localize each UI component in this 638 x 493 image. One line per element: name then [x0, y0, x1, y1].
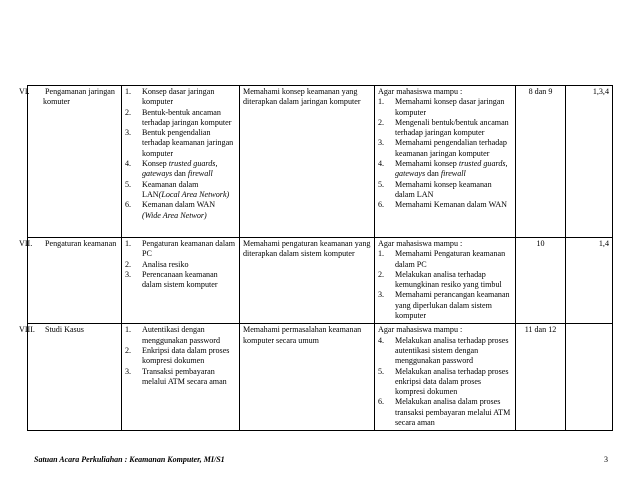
list-item: 1. Memahami konsep dasar jaringan komputer: [378, 97, 505, 117]
list-item: 3. Transaksi pembayaran melalui ATM secara aman: [125, 366, 227, 386]
pertemuan-cell: 11 dan 12: [516, 324, 566, 431]
referensi-cell: 1,4: [566, 238, 613, 324]
kompetensi-cell: [375, 238, 516, 324]
kompetensi-intro: Agar mahasiswa mampu :: [378, 325, 463, 335]
materi-cell: [122, 324, 240, 431]
topic-title: VII. Pengaturan keamanan: [19, 239, 117, 248]
list-item: 3. Memahami pengendalian terhadap keamanan jaringan komputer: [378, 138, 507, 158]
table-row: [28, 324, 613, 431]
list-item: 6. Melakukan analisa dalam proses transaksi pembayaran melalui ATM secara aman: [378, 397, 511, 428]
pertemuan-cell: 10: [516, 238, 566, 324]
list-item: 1. Memahami Pengaturan keamanan dalam PC: [378, 249, 506, 269]
pertemuan-cell: 8 dan 9: [516, 86, 566, 238]
list-item: 3. Bentuk pengendalian terhadap keamanan jaringan komputer: [125, 128, 234, 158]
list-item: 3. Memahami perancangan keamanan yang diperlukan dalam sistem komputer: [378, 290, 510, 321]
list-item: 4. Konsep trusted guards, gateways dan firewall: [125, 159, 218, 179]
table-row: [28, 86, 613, 238]
page-number: 3: [604, 455, 608, 464]
footer-course-title: Satuan Acara Perkuliahan : Keamanan Komputer, MI/S1: [34, 455, 225, 464]
topic-title: VI. Pengamanan jaringan komuter: [19, 87, 115, 107]
materi-cell: [122, 238, 240, 324]
sap-table: [19, 85, 613, 431]
referensi-cell: [566, 324, 613, 431]
kompetensi-cell: [375, 86, 516, 238]
topic-cell: [19, 238, 122, 324]
list-item: 5. Melakukan analisa terhadap proses enkripsi data dalam proses kompresi dokumen: [378, 366, 509, 397]
tujuan-cell: Memahami konsep keamanan yang diterapkan dalam jaringan komputer: [240, 86, 375, 238]
list-item: 2. Melakukan analisa terhadap kemungkinan resiko yang timbul: [378, 269, 502, 290]
list-item: 6. Kemanan dalam WAN (Wide Area Networ): [125, 200, 216, 220]
list-item: 2. Analisa resiko: [125, 259, 189, 269]
referensi-cell: 1,3,4: [566, 86, 613, 238]
topic-title: VIII. Studi Kasus: [19, 325, 84, 335]
tujuan-cell: Memahami pengaturan keamanan yang diterapkan dalam sistem komputer: [240, 238, 375, 324]
list-item: 1. Autentikasi dengan menggunakan password: [125, 325, 220, 345]
table-row: [28, 238, 613, 324]
list-item: 2. Bentuk-bentuk ancaman terhadap jaringan komputer: [125, 107, 232, 127]
list-item: 1. Konsep dasar jaringan komputer: [125, 87, 215, 107]
list-item: 4. Memahami konsep trusted guards, gateways dan firewall: [378, 159, 508, 179]
list-item: 3. Perencanaan keamanan dalam sistem komputer: [125, 269, 218, 290]
kompetensi-cell: [375, 324, 516, 431]
kompetensi-intro: Agar mahasiswa mampu :: [378, 87, 463, 96]
list-item: 2. Enkripsi data dalam proses kompresi dokumen: [125, 345, 230, 366]
list-item: 4. Melakukan analisa terhadap proses autentikasi sistem dengan menggunakan password: [378, 335, 509, 366]
list-item: 5. Keamanan dalam LAN(Local Area Network): [125, 179, 230, 199]
list-item: 6. Memahami Kemanan dalam WAN: [378, 200, 508, 210]
materi-cell: [122, 86, 240, 238]
list-item: 5. Memahami konsep keamanan dalam LAN: [378, 179, 492, 199]
list-item: 2. Mengenali bentuk/bentuk ancaman terhadap jaringan komputer: [378, 117, 509, 138]
kompetensi-intro: Agar mahasiswa mampu :: [378, 239, 463, 248]
topic-cell: [19, 86, 122, 238]
list-item: 1. Pengaturan keamanan dalam PC: [125, 239, 236, 259]
topic-cell: [19, 324, 122, 431]
tujuan-cell: Memahami permasalahan keamanan komputer secara umum: [240, 324, 375, 431]
